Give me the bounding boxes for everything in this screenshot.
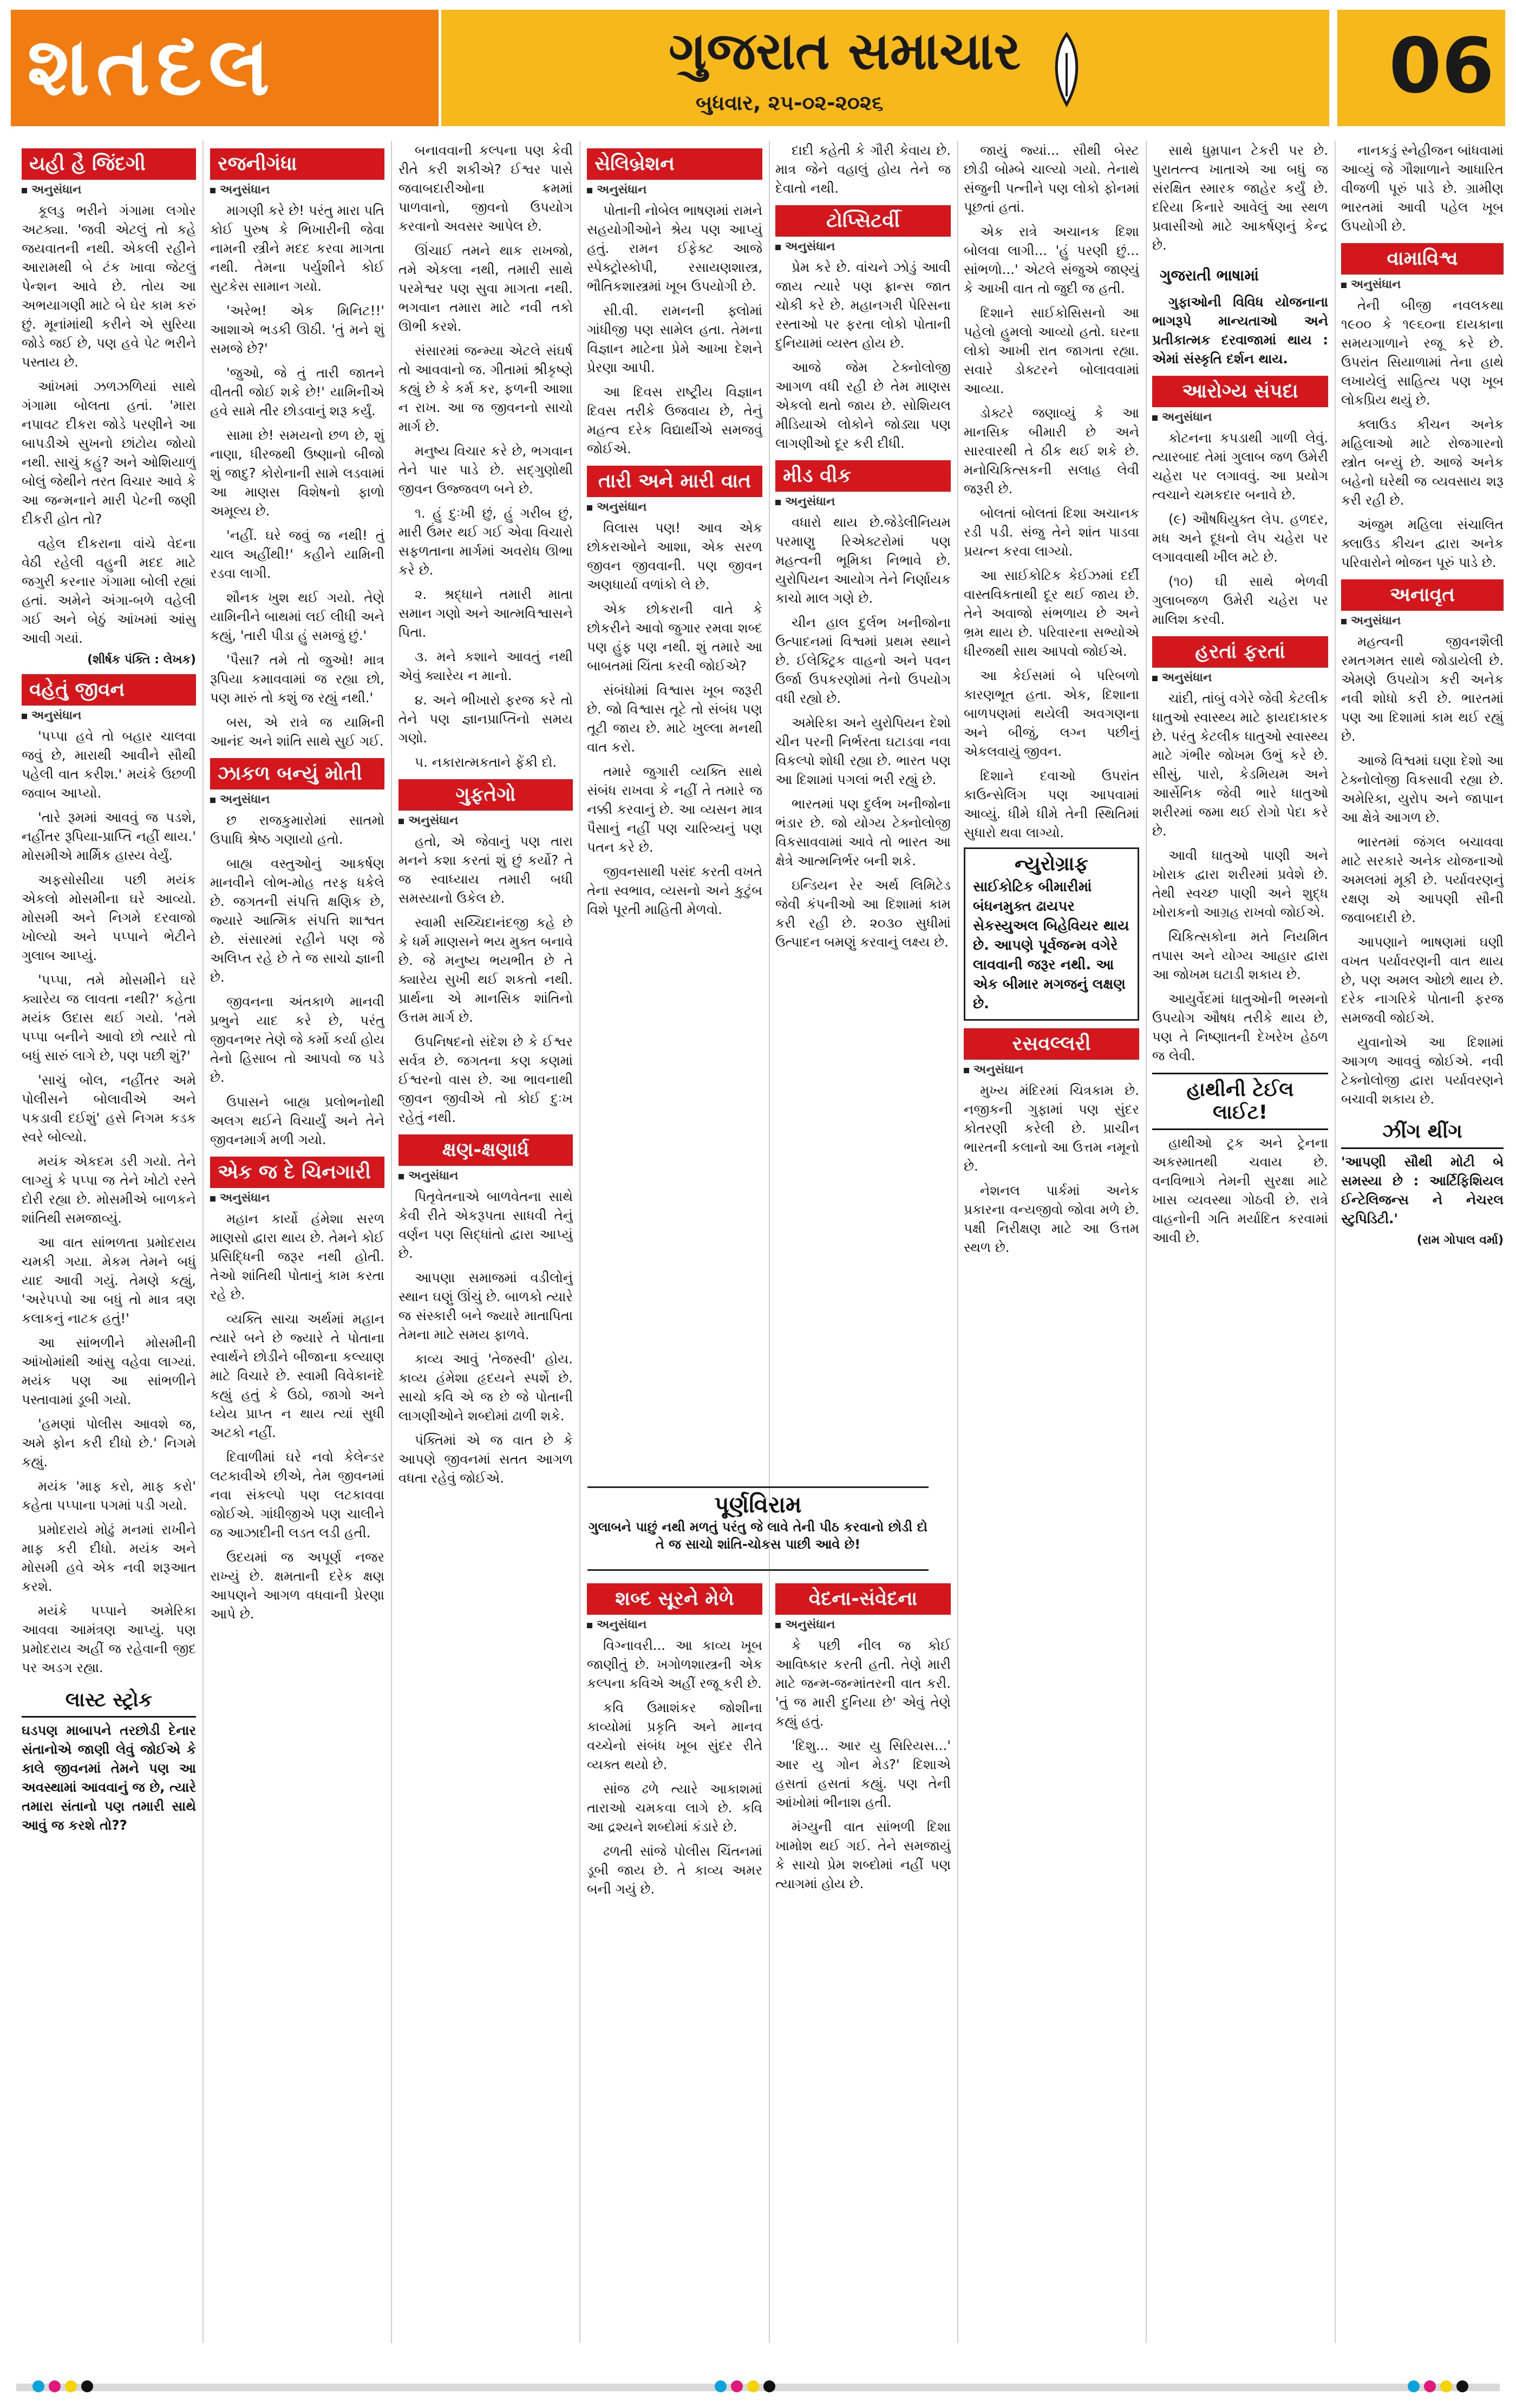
paragraph: સામા છે! સમયનો છળ છે, શું નાણા, ધીરજથી ઉષ્ણાનો બીજો શું જાદુ? કોરોનાની સામે લડવામાં આ માણસ વિશેષનો ફાળો અમૂલ્ય છે. [210, 427, 384, 519]
banner-title: પૂર્ણવિરામ [714, 1491, 802, 1518]
paragraph: છ રાજકુમારોમાં સાતમો ઉપાધિ શ્રેષ્ઠ ગણાયો હતો. [210, 812, 384, 847]
color-registration-dots [32, 2380, 97, 2394]
paragraph: વિલાસ પણ! આવ એક છોકરાઓને આશા, એક સરળ જીવન જીવવાની. પણ જીવન અણધાર્યા વળાંકો લે છે. [587, 520, 762, 592]
last-stroke-quote: ઘડપણ માબાપને તરછોડી દેનાર સંતાનોએ જાણી લેવું જોઈએ કે કાલે જીવનમાં તેમને પણ આ અવસ્થામાં આવવાનું જ છે, ત્યારે તમારા સંતાનો પણ તમારી સાથે આવું જ કરશે તો?? [22, 1722, 196, 1833]
continuation-tag: અનુસંધાન [398, 1169, 573, 1183]
paragraph: ઊંચાઈ તમને થાક રાખજો, તમે એકલા નથી, તમારી સાથે પરમેશ્વર પણ સુવા માગતા નથી. ભગવાન તમારા માટે નવી તકો ઊભી કરશે. [398, 243, 573, 334]
paragraph: તમારે જુગારી વ્યક્તિ સાથે સંબંધ રાખવા કે નહીં તે તમારે જ નક્કી કરવાનું છે. આ વ્યસન માત્ર પૈસાનું નહીં પણ ચારિત્ર્યનું પણ પતન કરે છે. [587, 763, 762, 855]
paragraph: પ્રેમ કરે છે. વાંચને ઝોડું આવી જાય ત્યારે પણ ફ્રાન્સ જાત ચોકી કરે છે. મહાનગરી પેરિસના રસ્તાઓ પર ફરતા લોકો પોતાની દુનિયામાં વ્યસ્ત હોય છે. [775, 259, 951, 351]
paragraph: ૩. મને કશાને આવતું નથી એવું ક્યારેય ન માનો. [398, 649, 573, 683]
section-logo: શતદલ [27, 19, 277, 114]
paragraph: 'પપ્પા, તમે મોસમીને ઘરે ક્યારેય જ લાવતા નથી?' કહેતા મયંક ઉદાસ થઈ ગયો. 'તમે પપ્પા બનીને આવો છો ત્યારે તો બધું સારું લાગે છે, પણ પછી શું?' [22, 972, 196, 1063]
banner-text: ગુલાબને પાછું નથી મળતું પરંતુ જે લાવે તેની પીઠ કરવાનો છોડી દો તે જ સાચો શાંતિ-ચોકસ પાછી આવે છે! [588, 1519, 928, 1552]
article-title: હરતાં ફરતાં [1152, 636, 1328, 668]
article-title: વેદના-સંવેદના [775, 1583, 951, 1615]
box-text: સાઈકોટિક બીમારીમાં બંધનમુક્ત ઢાયપર સેકસ્યુઅલ બિહેવિયર થાય છે. આપણે પૂર્વજન્મ વગેરે લાવવાની જરૂર નથી. આ એક બીમાર મગજનું લક્ષણ છે. [973, 879, 1129, 1012]
paragraph: આજે વિશ્વમાં ઘણા દેશો આ ટેક્નોલોજી વિકસાવી રહ્યા છે. અમેરિકા, યુરોપ અને જાપાન આ ક્ષેત્રે આગળ છે. [1341, 753, 1504, 825]
paragraph: પંક્તિમાં એ જ વાત છે કે આપણે જીવનમાં સતત આગળ વધતા રહેવું જોઈએ. [398, 1432, 573, 1486]
paragraph: મયંક 'માફ કરો, માફ કરો' કહેતા પપ્પાના પગમાં પડી ગયો. [22, 1478, 196, 1513]
page-number-block [1337, 10, 1505, 126]
box-title: ન્યુરોગ્રાફ [1015, 853, 1088, 875]
neurograph-box [964, 847, 1139, 1021]
quote-author: (રામ ગોપાલ વર્મા) [1416, 1234, 1504, 1247]
paragraph: ઢળતી સાંજે પોલીસ ચિંતનમાં ડૂબી જાય છે. તે કાવ્ય અમર બની ગયું છે. [587, 1843, 762, 1897]
paragraph: દિશાને સાઈકોસિસનો આ પહેલો હુમલો આવ્યો હતો. ઘરના લોકો આખી રાત જાગતા રહ્યા. સવારે ડોક્ટરને બોલાવવામાં આવ્યા. [964, 305, 1139, 396]
paragraph: પોતાની નોબેલ ભાષણમાં રામને સહયોગીઓને શ્રેય પણ આપ્યું હતું. રામન ઈફેક્ટ આજે સ્પેક્ટ્રોસ્કોપી, રસાયણશાસ્ત્ર, ભૌતિકશાસ્ત્રમાં ખૂબ ઉપયોગી છે. [587, 203, 762, 294]
paragraph: યુવાનોએ આ દિશામાં આગળ આવવું જોઈએ. નવી ટેક્નોલોજી દ્વારા પર્યાવરણને બચાવી શકાય છે. [1341, 1034, 1504, 1107]
continuation-tag: અનુસંધાન [210, 1191, 384, 1205]
paragraph: બોલતાં બોલતાં દિશા અચાનક રડી પડી. સંજુ તેને શાંત પાડવા પ્રયત્ન કરવા લાગ્યો. [964, 505, 1139, 559]
issue-date: બુધવાર, ૨૫-૦૨-૨૦૨૬ [696, 91, 884, 115]
paragraph: ૨. શ્રદ્ધાને તમારી માતા સમાન ગણો અને આત્મવિશ્વાસને પિતા. [398, 586, 573, 640]
paragraph: પ્રમોદરાયે મોઢું મનમાં રાખીને માફ કરી દીધો. મયંક અને મોસમી હવે એક નવી શરૂઆત કરશે. [22, 1522, 196, 1594]
paragraph: વધારો થાય છે.જેડેલીનિયમ પરમાણુ રિએક્ટરોમાં પણ મહત્વની ભૂમિકા નિભાવે છે. યુરોપિયન આયોગ તેને નિર્ણાયક કાચો માલ ગણે છે. [775, 514, 951, 606]
continuation-tag: અનુસંધાન [210, 183, 384, 197]
column-5 [775, 141, 951, 1563]
paragraph: મહત્વની જીવનશૈલી રમતગમત સાથે જોડાયેલી છે. એમણે ઉપયોગ કરી અનેક નવી શોધો કરી છે. ભારતમાં પણ આ દિશામાં કામ થઈ રહ્યું છે. [1341, 634, 1504, 744]
paragraph: 'હમણાં પોલીસ આવશે જ, અમે ફોન કરી દીધો છે.' નિગમે કહ્યું. [22, 1416, 196, 1470]
paragraph: નેશનલ પાર્કમાં અનેક પ્રકારના વન્યજીવો જોવા મળે છે. પક્ષી નિરીક્ષણ માટે આ ઉત્તમ સ્થળ છે. [964, 1183, 1139, 1255]
paragraph: સ્વામી સચ્ચિદાનંદજી કહે છે કે ધર્મ માણસને ભય મુક્ત બનાવે છે. જે મનુષ્ય ભયભીત છે તે ક્યારેય સુખી થઈ શકતો નથી. પ્રાર્થના એ માનસિક શાંતિનો ઉત્તમ માર્ગ છે. [398, 915, 573, 1025]
section-logo-block [11, 10, 439, 126]
continuation-tag: અનુસંધાન [587, 1618, 762, 1632]
paragraph: ઉદયમાં જ અપૂર્ણ નજર રાખ્યું છે. ક્ષમતાની દરેક ક્ષણ આપણને આગળ વધવાની પ્રેરણા આપે છે. [210, 1549, 384, 1622]
article-title: ઝીંગ થીંગ [1341, 1116, 1504, 1149]
paragraph: 'દિશુ... આર યુ સિરિયસ...' આર યુ ગોન મેડ?' દિશાએ હસતાં હસતાં કહ્યું. પણ તેની આંખોમાં ભીનાશ હતી. [775, 1738, 951, 1810]
paragraph: એક રાત્રે અચાનક દિશા બોલવા લાગી... 'હું પરણી છું... સાંભળો...' એટલે સંજુએ જાણ્યું કે આખી વાત તો જુદી જ હતી. [964, 224, 1139, 296]
paragraph: 'જુઓ, જે તું તારી જાતને વીતતી જોઈ શકે છે!' યામિનીએ હવે સામે તીર છોડવાનું શરૂ કર્યું. [210, 365, 384, 419]
paragraph: (૯) ઔષધિયુક્ત લેપ. હળદર, મધ અને દૂધનો લેપ ચહેરા પર લગાવવાથી ખીલ મટે છે. [1152, 511, 1328, 565]
purnaviram-banner [587, 1486, 929, 1571]
continuation-tag: અનુસંધાન [587, 500, 762, 514]
paragraph: આ વાત સાંભળતા પ્રમોદરાય ચમકી ગયા. મેકમ તેમને બધું યાદ આવી ગયું. તેમણે કહ્યું, 'અરેપપ્પો આ બધું તો માત્ર ત્રણ કલાકનું નાટક હતું!' [22, 1235, 196, 1326]
continuation-tag: અનુસંધાન [1152, 671, 1328, 684]
paragraph: ઇન્ડિયન રેર અર્થ લિમિટેડ જેવી કંપનીઓ આ દિશામાં કામ કરી રહી છે. ૨૦૩૦ સુધીમાં ઉત્પાદન બમણું કરવાનું લક્ષ્ય છે. [775, 877, 951, 950]
masthead [0, 0, 1516, 135]
paragraph: અમેરિકા અને યુરોપિયન દેશો ચીન પરની નિર્ભરતા ઘટાડવા નવા વિકલ્પો શોધી રહ્યા છે. ભારત પણ આ દિશામાં પગલાં ભરી રહ્યું છે. [775, 715, 951, 787]
page-number: 06 [1389, 22, 1494, 110]
paragraph: 'સાચું બોલ, નહીંતર અમે પોલીસને બોલાવીએ અને પકડાવી દઈશું' હસે નિગમ કડક સ્વરે બોલ્યો. [22, 1072, 196, 1145]
article-title: વામાવિશ્વ [1341, 243, 1504, 275]
paragraph: હતો, એ જેવાનું પણ તારા મનને કશા કરતાં શું છું કર્યો? તે જ સ્વાધ્યાય તમારી બધી સમસ્યાનો ઉકેલ છે. [398, 833, 573, 906]
paragraph: આપણા સમાજમાં વડીલોનું સ્થાન ઘણું ઊંચું છે. બાળકો ત્યારે જ સંસ્કારી બને જ્યારે માતાપિતા તેમના માટે સમય ફાળવે. [398, 1270, 573, 1342]
continuation-tag: અનુસંધાન [1152, 410, 1328, 424]
continuation-tag: અનુસંધાન [398, 814, 573, 827]
quote-text: 'આપણી સૌથી મોટી બે સમસ્યા છે : આર્ટિફિશિયલ ઈન્ટેલિજન્સ ને નેચરલ સ્ટુપિડિટી.' [1341, 1154, 1504, 1226]
paragraph: કાવ્ય આવું 'તેજસ્વી' હોય. કાવ્ય હંમેશા હૃદયને સ્પર્શે છે. સાચો કવિ એ જ છે જે પોતાની લાગણીઓને શબ્દોમાં ઢાળી શકે. [398, 1351, 573, 1424]
column-3 [398, 141, 573, 2348]
byline: (શીર્ષક પંક્તિ : લેખક) [87, 653, 196, 667]
article-title: સેલિબ્રેશન [587, 148, 762, 180]
paragraph: બનાવવાની કલ્પના પણ કેવી રીતે કરી શકીએ? ઈશ્વર પાસે જવાબદારીઓના ક્રમમાં પાળવાનો, જીવનો ઉપયોગ કરવાનો અવસર આપેલ છે. [398, 142, 573, 234]
paragraph: 'નહીં. ઘરે જવું જ નથી! તું ચાલ અહીંથી!' કહીને યામિની રડવા લાગી. [210, 527, 384, 581]
paragraph: ૫. નકારાત્મકતાને ફેંકી દો. [415, 754, 557, 770]
paragraph: સંબંધોમાં વિશ્વાસ ખૂબ જરૂરી છે. જો વિશ્વાસ તૂટે તો સંબંધ પણ તૂટી જાય છે. માટે ખુલ્લા મનથી વાત કરો. [587, 682, 762, 755]
article-title: એક જ દે ચિનગારી [210, 1157, 384, 1188]
newspaper-name: ગુજરાત સમાચાર [669, 21, 1021, 81]
article-title: ક્ષણ-ક્ષણાર્ધ [398, 1134, 573, 1166]
paragraph: આવી ધાતુઓ પાણી અને ખોરાક દ્વારા શરીરમાં પ્રવેશે છે. તેથી સ્વચ્છ પાણી અને શુદ્ધ ખોરાકનો આગ્રહ રાખવો જોઈએ. [1152, 847, 1328, 920]
column-7 [1152, 141, 1328, 2348]
paragraph: પિતૃવેતનાએ બાળવેતના સાથે કેવી રીતે એકરૂપતા સાધવી તેનું વર્ણન પણ સિદ્ધાંતો દ્વારા આપ્યું છે. [398, 1189, 573, 1261]
continuation-tag: અનુસંધાન [775, 1618, 951, 1632]
paragraph: અંજુમ મહિલા સંચાલિત ક્લાઉડ કીચન દ્વારા અનેક પરિવારોને ભોજન પૂરું પાડે છે. [1341, 517, 1504, 570]
paragraph: આંખમાં ઝળઝળિયાં સાથે ગંગામા બોલતા હતાં. 'મારા નપાવટ દીકરા જોડે પરણીને આ બાપડીએ સુખનો છાંટોય જોયો નથી. સાચું કહું? અને ઓશિયાળું બોલું જેથીને તરત વિચાર આવે કે આ જન્મનાને મારી પેટની જણી દીકરી હોત તો? [22, 379, 196, 527]
paragraph: 'તારે રૂમમાં આવવું જ પડશે, નહીંતર રૂપિયા-પ્રાપ્તિ નહીં થાય.' મોસમીએ માર્મિક હાસ્ય વેર્યું. [22, 810, 196, 863]
paragraph: આ કેઈસમાં બે પરિબળો કારણભૂત હતા. એક, દિશાના બાળપણમાં થયેલી અવગણના અને બીજું, લગ્ન પછીનું એકલવાયું જીવન. [964, 668, 1139, 759]
article-title: આરોગ્ય સંપદા [1152, 376, 1328, 407]
paragraph: જાયું જ્યાં... સૌથી બેસ્ટ છોડી બોમ્બે ચાલ્યો ગયો. તેનાથે સંજુની પત્નીને પણ લોકો ફોનમાં પૂછતાં હતાં. [964, 142, 1139, 215]
article-title: તારી અને મારી વાત [587, 466, 762, 497]
paragraph: ઉપાસને બાહ્ય પ્રલોભનોથી અલગ થઈને વિચાર્યું અને તેને જીવનમાર્ગ મળી ગયો. [210, 1094, 384, 1147]
article-title: ટોપ્સિટર્વી [775, 205, 951, 237]
paragraph: ૧. હું દુઃખી છું, હું ગરીબ છું, મારી ઉંમર થઈ ગઈ એવા વિચારો સફળતાના માર્ગમાં અવરોધ ઊભા કરે છે. [398, 505, 573, 578]
paragraph: ચાંદી, તાંબું વગેરે જેવી કેટલીક ધાતુઓ સ્વાસ્થ્ય માટે ફાયદાકારક છે. પરંતુ કેટલીક ધાતુઓ સ્વાસ્થ્ય માટે ગંભીર જોખમ ઉભું કરે છે. સીસું, પારો, કેડમિયમ અને આર્સેનિક જેવી ભારે ધાતુઓ શરીરમાં જમા થઈ રોગો પેદા કરે છે. [1152, 690, 1328, 839]
column-5-lower [775, 1576, 951, 2348]
paragraph: 'અરેભ! એક મિનિટ!!' આશાએ ભડકી ઊઠી. 'તું મને શું સમજે છે?' [210, 303, 384, 356]
column-6 [964, 141, 1139, 2348]
paragraph: જીવનસાથી પસંદ કરતી વખતે તેના સ્વભાવ, વ્યસનો અને કુટુંબ વિશે પૂરતી માહિતી મેળવો. [587, 864, 762, 917]
paragraph: ઉપનિષદનો સંદેશ છે કે ઈશ્વર સર્વત્ર છે. જગતના કણ કણમાં ઈશ્વરનો વાસ છે. આ ભાવનાથી જીવન જીવીએ તો કોઈ દુઃખ રહેતું નથી. [398, 1034, 573, 1125]
paragraph: ચીન હાલ દુર્લભ ખનીજોના ઉત્પાદનમાં વિશ્વમાં પ્રથમ સ્થાને છે. ઈલેક્ટ્રિક વાહનો અને પવન ઉર્જા ઉપકરણોમાં તેનો ઉપયોગ વધી રહ્યો છે. [775, 615, 951, 706]
paragraph: ક્લાઉડ કીચન અનેક મહિલાઓ માટે રોજગારનો સ્ત્રોત બન્યું છે. આજે અનેક બહેનો ઘરેથી જ વ્યવસાય શરૂ કરી રહી છે. [1341, 416, 1504, 508]
article-title: શબ્દ સૂરને મેળે [587, 1583, 762, 1615]
paragraph: કોટનના કપડાથી ગાળી લેવું. ત્યારબાદ તેમાં ગુલાબ જળ ઉમેરી ચહેરા પર લગાવવું. આ પ્રયોગ ત્વચાને ચમકદાર બનાવે છે. [1152, 430, 1328, 503]
article-title: રજનીગંધા [210, 148, 384, 180]
paragraph: (૧૦) ઘી સાથે ભેળવી ગુલાબજળ ઉમેરી ચહેરા પર માલિશ કરવી. [1152, 573, 1328, 627]
brand-block [441, 10, 1329, 126]
article-title: મીડ વીક [775, 460, 951, 492]
paragraph: 'પૈસા? તમે તો જુઓ! માત્ર રૂપિયા કમાવવામાં જ રહ્યા છો, પણ મારું તો કશું જ રહ્યું નથી.' [210, 652, 384, 706]
paragraph: ૪. અને ભીખારો ફરજ કરે તો તેને પણ જ્ઞાનપ્રાપ્તિનો સમય ગણો. [398, 692, 573, 746]
paragraph: આયુર્વેદમાં ધાતુઓની ભસ્મનો ઉપયોગ ઔષધ તરીકે થાય છે, પણ તે નિષ્ણાતની દેખરેખ હેઠળ જ લેવી. [1152, 991, 1328, 1063]
paragraph: બસ, એ રાત્રે જ યામિની આનંદ અને શાંતિ સાથે સુઈ ગઈ. [210, 714, 384, 749]
paragraph: મુખ્ય મંદિરમાં ચિત્રકામ છે. નજીકની ગુફામાં પણ સુંદર કોતરણી કરેલી છે. પ્રાચીન ભારતની કલાનો આ ઉત્તમ નમૂનો છે. [964, 1082, 1139, 1174]
paragraph: વિગ્નાવરી... આ કાવ્ય ખૂબ જાણીતું છે. ખગોળશાસ્ત્રની એક કલ્પના કવિએ અહીં રજૂ કરી છે. [587, 1637, 762, 1691]
paragraph: શૌનક ખુશ થઈ ગયો. તેણે યામિનીને બાથમાં લઈ લીધી અને કહ્યું, 'તારી પીડા હું સમજું છું.' [210, 590, 384, 643]
color-registration-dots [1408, 2380, 1473, 2394]
paragraph: વહેલ દીકરાના વાંચે વેદના વેઠી રહેલી વહુની મદદ માટે જગુરી કરનાર ગંગામા બોલી રહ્યાં હતાં. અમેને અંગા-બળે વહેલી ગઈ અને બેઠું આંખમાં આંસુ આવી ગયાં. [22, 536, 196, 646]
paragraph: કૂલડુ ભરીને ગંગામા લગોર અટક્યા. 'જવી એટલું તો કહે જયવાતની નથી. એકલી રહીને આરામથી બે ટંક ખાવા જેટલું પેન્શન આવે છે. તોય આ અભયાગણી માટે બે ઘેર કામ કરું છું. મૂનાંમાંથી કરીને એ સુરિયા જોડે જઈ છે, પણ હવે પેટ ભરીને પસ્તાય છે. [22, 203, 196, 370]
pen-icon [1042, 31, 1091, 107]
paragraph: આ સાઈકોટિક કેઈઝમાં દર્દી વાસ્તવિકતાથી દૂર થઈ જાય છે. તેને અવાજો સંભળાય છે અને ભ્રમ થાય છે. પરિવારના સભ્યોએ ધીરજથી સાથ આપવો જોઈએ. [964, 567, 1139, 659]
continuation-tag: અનુસંધાન [964, 1063, 1139, 1076]
paragraph: ગુફાઓની વિવિધ યોજનાના ભાગરૂપે માન્યતાઓ અને પ્રતીકાત્મક દરવાજામાં થાય : એમાં સંસ્કૃતિ દર્શન થાય. [1152, 294, 1328, 367]
paragraph: સંસારમાં જન્મ્યા એટલે સંઘર્ષ તો આવવાનો જ. ગીતામાં શ્રીકૃષ્ણે કહ્યું છે કે કર્મ કર, ફળની આશા ન રાખ. આ જ જીવનનો સાચો માર્ગ છે. [398, 343, 573, 434]
column-2 [210, 141, 384, 2348]
continuation-tag: અનુસંધાન [210, 793, 384, 806]
article-title: ગુજરાતી ભાષામાં [1160, 266, 1259, 284]
article-title: હાથીની ટેઈલ લાઈટ! [1152, 1073, 1328, 1130]
paragraph: હાથીઓ ટ્રક અને ટ્રેનના અકસ્માતથી ચવાય છે. વનવિભાગે તેમની સુરક્ષા માટે ખાસ વ્યવસ્થા ગોઠવી છે. રાત્રે વાહનોની ગતિ મર્યાદિત કરવામાં આવી છે. [1152, 1135, 1328, 1245]
paragraph: અફસોસીયા પછી મયંક એકલો મોસમીના ઘરે આવ્યો. મોસમી અને નિગમે દરવાજો ખોલ્યો અને પપ્પાને ભેટીને ગુલાબ આપ્યું. [22, 872, 196, 963]
column-1 [22, 141, 196, 2348]
paragraph: બાહ્ય વસ્તુઓનું આકર્ષણ માનવીને લોભ-મોહ તરફ ધકેલે છે. જગતની સંપત્તિ ક્ષણિક છે, જ્યારે આત્મિક સંપત્તિ શાશ્વત છે. સંસારમાં રહીને પણ જે અલિપ્ત રહે છે તે જ સાચો જ્ઞાની છે. [210, 856, 384, 985]
paragraph: એક છોકરાની વાતે કે છોકરીને આવો જુગાર રમવા શબ્દ પણ હુંફ પણ નથી. શું તમારે આ બાબતમાં ચિંતા કરવી જોઈએ? [587, 601, 762, 674]
paragraph: ભારતમાં જંગલ બચાવવા માટે સરકારે અનેક યોજનાઓ અમલમાં મૂકી છે. પર્યાવરણનું રક્ષણ એ આપણી સૌની જવાબદારી છે. [1341, 834, 1504, 925]
paragraph: દાદી કહેતી કે ગૌરી કેવાય છે. માત્ર જેને વહાલું હોય તેને જ દેવાતો નથી. [775, 142, 951, 196]
article-title: રસવલ્લરી [964, 1028, 1139, 1060]
continuation-tag: અનુસંધાન [1341, 278, 1504, 291]
paragraph: આપણાને ભાષણમાં ઘણી વખત પર્યાવરણની વાત થાય છે, પણ અમલ ઓછો થાય છે. દરેક નાગરિકે પોતાની ફરજ સમજવી જોઈએ. [1341, 934, 1504, 1026]
paragraph: 'પપ્પા હવે તો બહાર ચાલવા જવું છે, મારાથી આવીને સૌથી પહેલી વાત કરીશ.' મયંકે ઉછળી જવાબ આપ્યો. [22, 728, 196, 801]
paragraph: વ્યક્તિ સાચા અર્થમાં મહાન ત્યારે બને છે જ્યારે તે પોતાના સ્વાર્થને છોડીને બીજાના કલ્યાણ માટે વિચારે છે. સ્વામી વિવેકાનંદે કહ્યું હતું કે ઉઠો, જાગો અને ધ્યેય પ્રાપ્ત ન થાય ત્યાં સુધી અટકો નહીં. [210, 1311, 384, 1440]
continuation-tag: અનુસંધાન [775, 495, 951, 508]
paragraph: મહાન કાર્યો હંમેશા સરળ માણસો દ્વારા થાય છે. તેમને કોઈ પ્રસિદ્ધિની જરૂર નથી હોતી. તેઓ શાંતિથી પોતાનું કામ કરતા રહે છે. [210, 1211, 384, 1302]
footer-registration-bar [0, 2367, 1516, 2408]
paragraph: સાંજ ઢળે ત્યારે આકાશમાં તારાઓ ચમકવા લાગે છે. કવિ આ દ્રશ્યને શબ્દોમાં કંડારે છે. [587, 1781, 762, 1835]
paragraph: મંગ્યુની વાત સાંભળી દિશા ખામોશ થઈ ગઈ. તેને સમજાયું કે સાચો પ્રેમ શબ્દોમાં નહીં પણ ત્યાગમાં હોય છે. [775, 1819, 951, 1891]
column-8 [1341, 141, 1504, 2348]
column-4 [587, 141, 762, 1563]
continuation-tag: અનુસંધાન [775, 240, 951, 253]
article-title: લાસ્ટ સ્ટ્રોક [22, 1685, 196, 1718]
paragraph: મયંકે પપ્પાને અમેરિકા આવવા આમંત્રણ આપ્યું. પણ પ્રમોદરાય અહીં જ રહેવાની જીદ પર અડગ રહ્યા. [22, 1603, 196, 1675]
article-title: ઝાકળ બન્યું મોતી [210, 758, 384, 789]
continuation-tag: અનુસંધાન [1341, 614, 1504, 628]
color-registration-dots [715, 2380, 780, 2394]
article-title: વહેતું જીવન [22, 674, 196, 706]
paragraph: કે પછી નીલ જ કોઈ આવિષ્કાર કરતી હતી. તેણે મારી માટે જન્મ-જન્માંતરની વાત કરી. 'તું જ મારી દુનિયા છે' એવું તેણે કહ્યું હતું. [775, 1637, 951, 1729]
paragraph: સી.વી. રામનની ફ્લોમાં ગાંધીજી પણ સામેલ હતા. તેમના વિજ્ઞાન માટેના પ્રેમે આખા દેશને પ્રેરણા આપી. [587, 303, 762, 375]
paragraph: કવિ ઉમાશંકર જોશીના કાવ્યોમાં પ્રકૃતિ અને માનવ વચ્ચેનો સંબંધ ખૂબ સુંદર રીતે વ્યક્ત થયો છે. [587, 1700, 762, 1772]
paragraph: નાનકડું સ્નેહીજન બાંધવામાં આવ્યું જે ગૌશાળાને આધારિત વીજળી પૂરું પાડે છે. ગ્રામીણ ભારતમાં આવી પહેલ ખૂબ ઉપયોગી છે. [1341, 142, 1504, 234]
paragraph: તેની બીજી નવલકથા ૧૯૦૦ કે ૧૯૬૦ના દાયકાના સમયગાળાને રજૂ કરે છે. ઉપરાંત સિયાળામાં તેના હાથે લખાયેલું સાહિત્ય પણ ખૂબ લોકપ્રિય થયું છે. [1341, 297, 1504, 408]
column-4-lower [587, 1576, 762, 2348]
paragraph: દિશાને દવાઓ ઉપરાંત કાઉન્સેલિંગ પણ આપવામાં આવ્યું. ધીમે ધીમે તેની સ્થિતિમાં સુધારો થવા લાગ્યો. [964, 768, 1139, 840]
paragraph: દિવાળીમાં ઘરે નવો કેલેન્ડર લટકાવીએ છીએ, તેમ જીવનમાં નવા સંકલ્પો પણ લટકાવવા જોઈએ. ગાંધીજીએ પણ ચાલીને જ આઝાદીની લડત લડી હતી. [210, 1449, 384, 1541]
continuation-tag: અનુસંધાન [22, 183, 196, 197]
continuation-tag: અનુસંધાન [587, 183, 762, 197]
paragraph: મયંક એકદમ ડરી ગયો. તેને લાગ્યું કે પપ્પા જ તેને ખોટો રસ્તે દોરી રહ્યા છે. મોસમીએ બાળકને શાંતિથી સમજાવ્યું. [22, 1153, 196, 1226]
paragraph: મનુષ્ય વિચાર કરે છે, ભગવાન તેને પાર પાડે છે. સદ્ગુણોથી જીવન ઉજ્જવળ બને છે. [398, 443, 573, 497]
article-title: અનાવૃત [1341, 579, 1504, 611]
paragraph: જીવનના અંતકાળે માનવી પ્રભુને યાદ કરે છે, પરંતુ જીવનભર તેણે જે કર્મો કર્યા હોય તેનો હિસાબ તો આપવો જ પડે છે. [210, 994, 384, 1085]
paragraph: માગણી કરે છે! પરંતુ મારા પતિ કોઈ પુરુષ કે ભિખારીની જેવા નામની સ્ત્રીને મદદ કરવા માગતા નથી. તેમના પર્યુશીને કોઈ સુટકેસ સામાન ગયો. [210, 203, 384, 294]
paragraph: ડોક્ટરે જણાવ્યું કે આ માનસિક બીમારી છે અને સારવારથી તે ઠીક થઈ શકે છે. મનોચિકિત્સકની સલાહ લેવી જરૂરી છે. [964, 405, 1139, 497]
paragraph: સાથે ધુમ્રપાન ટેકરી પર છે. પુરાતત્ત્વ ખાતાએ આ બધું જ સંરક્ષિત સ્મારક જાહેર કર્યું છે. દરિયા કિનારે આવેલું આ સ્થળ પ્રવાસીઓ માટે આકર્ષણનું કેન્દ્ર છે. [1152, 142, 1328, 253]
article-title: યહી હૈ જિંદગી [22, 148, 196, 180]
paragraph: આ દિવસ રાષ્ટ્રીય વિજ્ઞાન દિવસ તરીકે ઉજવાય છે, તેનું મહત્વ દરેક વિદ્યાર્થીએ સમજવું જોઈએ. [587, 384, 762, 456]
continuation-tag: અનુસંધાન [22, 709, 196, 722]
article-title: ગુફતેગો [398, 779, 573, 811]
paragraph: ભારતમાં પણ દુર્લભ ખનીજોના ભંડાર છે. જો યોગ્ય ટેક્નોલોજી વિકસાવવામાં આવે તો ભારત આ ક્ષેત્રે આત્મનિર્ભર બની શકે. [775, 796, 951, 869]
paragraph: ચિકિત્સકોના મતે નિયમિત તપાસ અને યોગ્ય આહાર દ્વારા આ જોખમ ઘટાડી શકાય છે. [1152, 929, 1328, 982]
paragraph: આ સાંભળીને મોસમીની આંખોમાંથી આંસુ વહેવા લાગ્યાં. મયંક પણ આ સાંભળીને પસ્તાવામાં ડૂબી ગયો. [22, 1335, 196, 1407]
paragraph: આજે જેમ ટેક્નોલોજી આગળ વધી રહી છે તેમ માણસ એકલો થતો જાય છે. સોશિયલ મીડિયાએ લોકોને જોડ્યા પણ લાગણીઓ દૂર કરી દીધી. [775, 360, 951, 451]
